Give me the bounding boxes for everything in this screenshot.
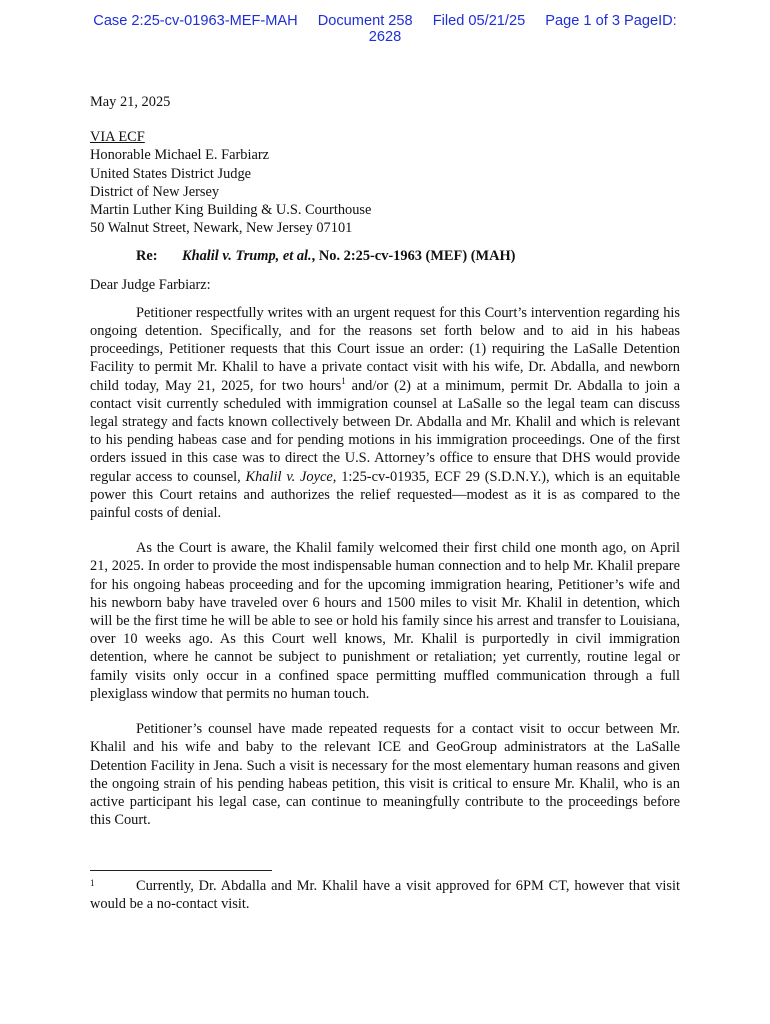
case-number: Case 2:25-cv-01963-MEF-MAH [93, 13, 298, 29]
address-line: Honorable Michael E. Farbiarz [90, 147, 270, 164]
address-line: Martin Luther King Building & U.S. Courthouse [90, 202, 372, 219]
recipient-block [90, 128, 680, 237]
paragraph-2: As the Court is aware, the Khalil family welcomed their first child one month ago, on April 21, 2025. In order to provide the most indispensable human connection and to help Mr. Khalil prepare for his ongoing habeas proceeding and for the upcoming immigration hearing, Petitioner’s wife and his newborn baby have traveled over 6 hours and 1500 miles to visit Mr. Khalil in detention, which will be the first time he will be able to see or hold his family since his arrest and transfer to Louisiana, over 10 weeks ago. As this Court well knows, Mr. Khalil is purportedly in civil immigration detention, where he cannot be subject to punishment or retaliation; yet currently, routine legal or family visits only occur in a confined space permitting muffled communication through a full plexiglass window that permits no human touch. [90, 540, 680, 702]
salutation: Dear Judge Farbiarz: [90, 276, 211, 293]
letter-date: May 21, 2025 [90, 94, 171, 110]
address-line: United States District Judge [90, 165, 252, 182]
footnote [90, 877, 680, 913]
case-citation: Khalil v. Joyce [245, 468, 333, 485]
footnote-number: 1 [90, 878, 95, 888]
address-line: 50 Walnut Street, Newark, New Jersey 07101 [90, 220, 353, 237]
re-label: Re: [136, 248, 158, 265]
page-number: Page 1 of 3 PageID: [545, 13, 677, 29]
re-case-number: , No. 2:25-cv-1963 (MEF) (MAH) [311, 248, 516, 265]
footnote-ref: 1 [341, 375, 346, 386]
footnote-divider [90, 870, 272, 871]
footnote-text: Currently, Dr. Abdalla and Mr. Khalil have a visit approved for 6PM CT, however that visit would be a no-contact visit. [90, 878, 680, 913]
re-line [90, 247, 680, 265]
document-number: Document 258 [317, 13, 413, 29]
via-ecf: VIA ECF [90, 129, 145, 146]
filed-date: Filed 05/21/25 [432, 13, 526, 29]
ecf-header [60, 13, 710, 45]
re-case-name: Khalil v. Trump, et al. [182, 248, 312, 265]
page-id: 2628 [368, 29, 402, 45]
paragraph-3: Petitioner’s counsel have made repeated requests for a contact visit to occur between Mr. Khalil and his wife and baby to the relevant ICE and GeoGroup administrators at the LaSalle Detention Facility in Jena. Such a visit is necessary for the most elementary human reasons and given the ongoing strain of his pending habeas petition, this visit is critical to ensure Mr. Khalil, who is an active participant his legal case, can continue to meaningfully contribute to the proceedings before this Court. [90, 721, 680, 829]
paragraph-1: Petitioner respectfully writes with an urgent request for this Court’s intervention regarding his ongoing detention. Specifically, and for the reasons set forth below and to aid in his habeas proceedings, Petitioner requests that this Court issue an order: (1) requiring the LaSalle Detention Facility to permit Mr. Khalil to have a private contact visit with his wife, Dr. Abdalla, and newborn child today, May 21, 2025, for two hours$^1$ and/or (2) at a minimum, permit Dr. Abdalla to join a contact visit currently scheduled with immigration counsel at LaSalle so the legal team can discuss legal strategy and facts known collectively between Dr. Abdalla and Mr. Khalil and which is relevant to his pending habeas case and for pending motions in his immigration proceedings. One of the first orders issued in this case was to direct the U.S. Attorney’s office to ensure that DHS would provide regular access to counsel, Khalil v. Joyce, 1:25-cv-01935, ECF 29 (S.D.N.Y.), which is an equitable power this Court retains and authorizes the relief requested—modest as it is as compared to the painful costs of denial. [90, 304, 681, 522]
address-line: District of New Jersey [90, 183, 220, 200]
letter-body [90, 93, 680, 829]
